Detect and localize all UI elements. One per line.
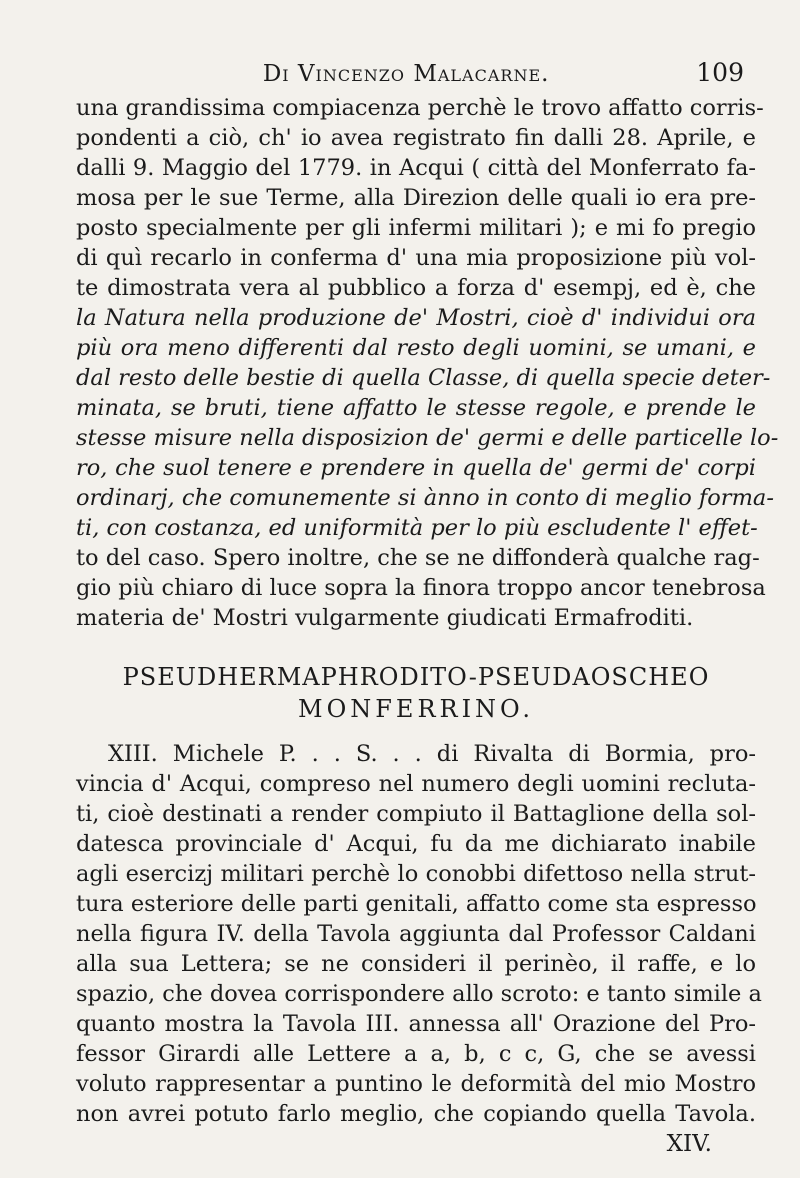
text-line: datesca provinciale d' Acqui, fu da me dichiarato inabile <box>76 831 756 857</box>
text-line: ro, che suol tenere e prendere in quella de' germi de' corpi <box>76 455 756 481</box>
text-line: agli esercizj militari perchè lo conobbi difettoso nella strut- <box>76 861 756 887</box>
text-line: non avrei potuto farlo meglio, che copiando quella Tavola. <box>76 1101 756 1127</box>
text-line: dal resto delle bestie di quella Classe, di quella specie deter- <box>76 365 771 391</box>
text-line: più ora meno differenti dal resto degli uomini, se umani, e <box>76 335 756 361</box>
text-line: voluto rappresentar a puntino le deformità del mio Mostro <box>76 1071 756 1097</box>
paragraph-1 <box>76 93 779 633</box>
page-number: 109 <box>696 58 744 87</box>
text-line: tura esteriore delle parti genitali, affatto come sta espresso <box>76 891 757 917</box>
text-line: dalli 9. Maggio del 1779. in Acqui ( città del Monferrato fa- <box>76 155 756 181</box>
text-line: una grandissima compiacenza perchè le trovo affatto corris- <box>76 95 764 121</box>
text-line: fessor Girardi alle Lettere a a, b, c c, G, che se avessi <box>76 1041 756 1067</box>
text-line: ordinarj, che comunemente si ànno in conto di meglio forma- <box>76 485 774 511</box>
section-title-line-1: PSEUDHERMAPHRODITO-PSEUDAOSCHEO <box>122 663 710 691</box>
text-line: posto specialmente per gli infermi militari ); e mi fo pregio <box>76 215 756 241</box>
page-header <box>76 58 756 87</box>
text-line: pondenti a ciò, ch' io avea registrato fin dalli 28. Aprile, e <box>76 125 756 151</box>
text-line: nella figura IV. della Tavola aggiunta dal Professor Caldani <box>76 921 756 947</box>
text-line: vincia d' Acqui, compreso nel numero degli uomini recluta- <box>76 771 756 797</box>
text-line: ti, cioè destinati a render compiuto il Battaglione della sol- <box>76 801 756 827</box>
text-line: mosa per le sue Terme, alla Direzion delle quali io era pre- <box>76 185 756 211</box>
running-title: Di Vincenzo Malacarne. <box>262 61 550 87</box>
text-line: to del caso. Spero inoltre, che se ne diffonderà qualche rag- <box>76 545 760 571</box>
catchword: XIV. <box>666 1131 712 1157</box>
text-line: spazio, che dovea corrispondere allo scroto: e tanto simile a <box>76 981 762 1007</box>
text-line: minata, se bruti, tiene affatto le stesse regole, e prende le <box>76 395 756 421</box>
text-line: materia de' Mostri vulgarmente giudicati Ermafroditi. <box>76 605 694 631</box>
section-title <box>76 661 756 725</box>
text-line: quanto mostra la Tavola III. annessa all' Orazione del Pro- <box>76 1011 756 1037</box>
section-title-line-2: MONFERRINO. <box>298 695 534 723</box>
text-line: alla sua Lettera; se ne consideri il perinèo, il raffe, e lo <box>76 951 756 977</box>
text-line: gio più chiaro di luce sopra la finora troppo ancor tenebrosa <box>76 575 766 601</box>
text-line: stesse misure nella disposizion de' germi e delle particelle lo- <box>76 425 779 451</box>
text-line: ti, con costanza, ed uniformità per lo più escludente l' effet- <box>76 515 758 541</box>
text-line: te dimostrata vera al pubblico a forza d' esempj, ed è, che <box>76 275 756 301</box>
text-line: la Natura nella produzione de' Mostri, cioè d' individui ora <box>76 305 756 331</box>
text-line: di quì recarlo in conferma d' una mia proposizione più vol- <box>76 245 756 271</box>
text-line: XIII. Michele P. . . S. . . di Rivalta di Bormia, pro- <box>108 741 756 767</box>
paragraph-2 <box>76 739 762 1129</box>
